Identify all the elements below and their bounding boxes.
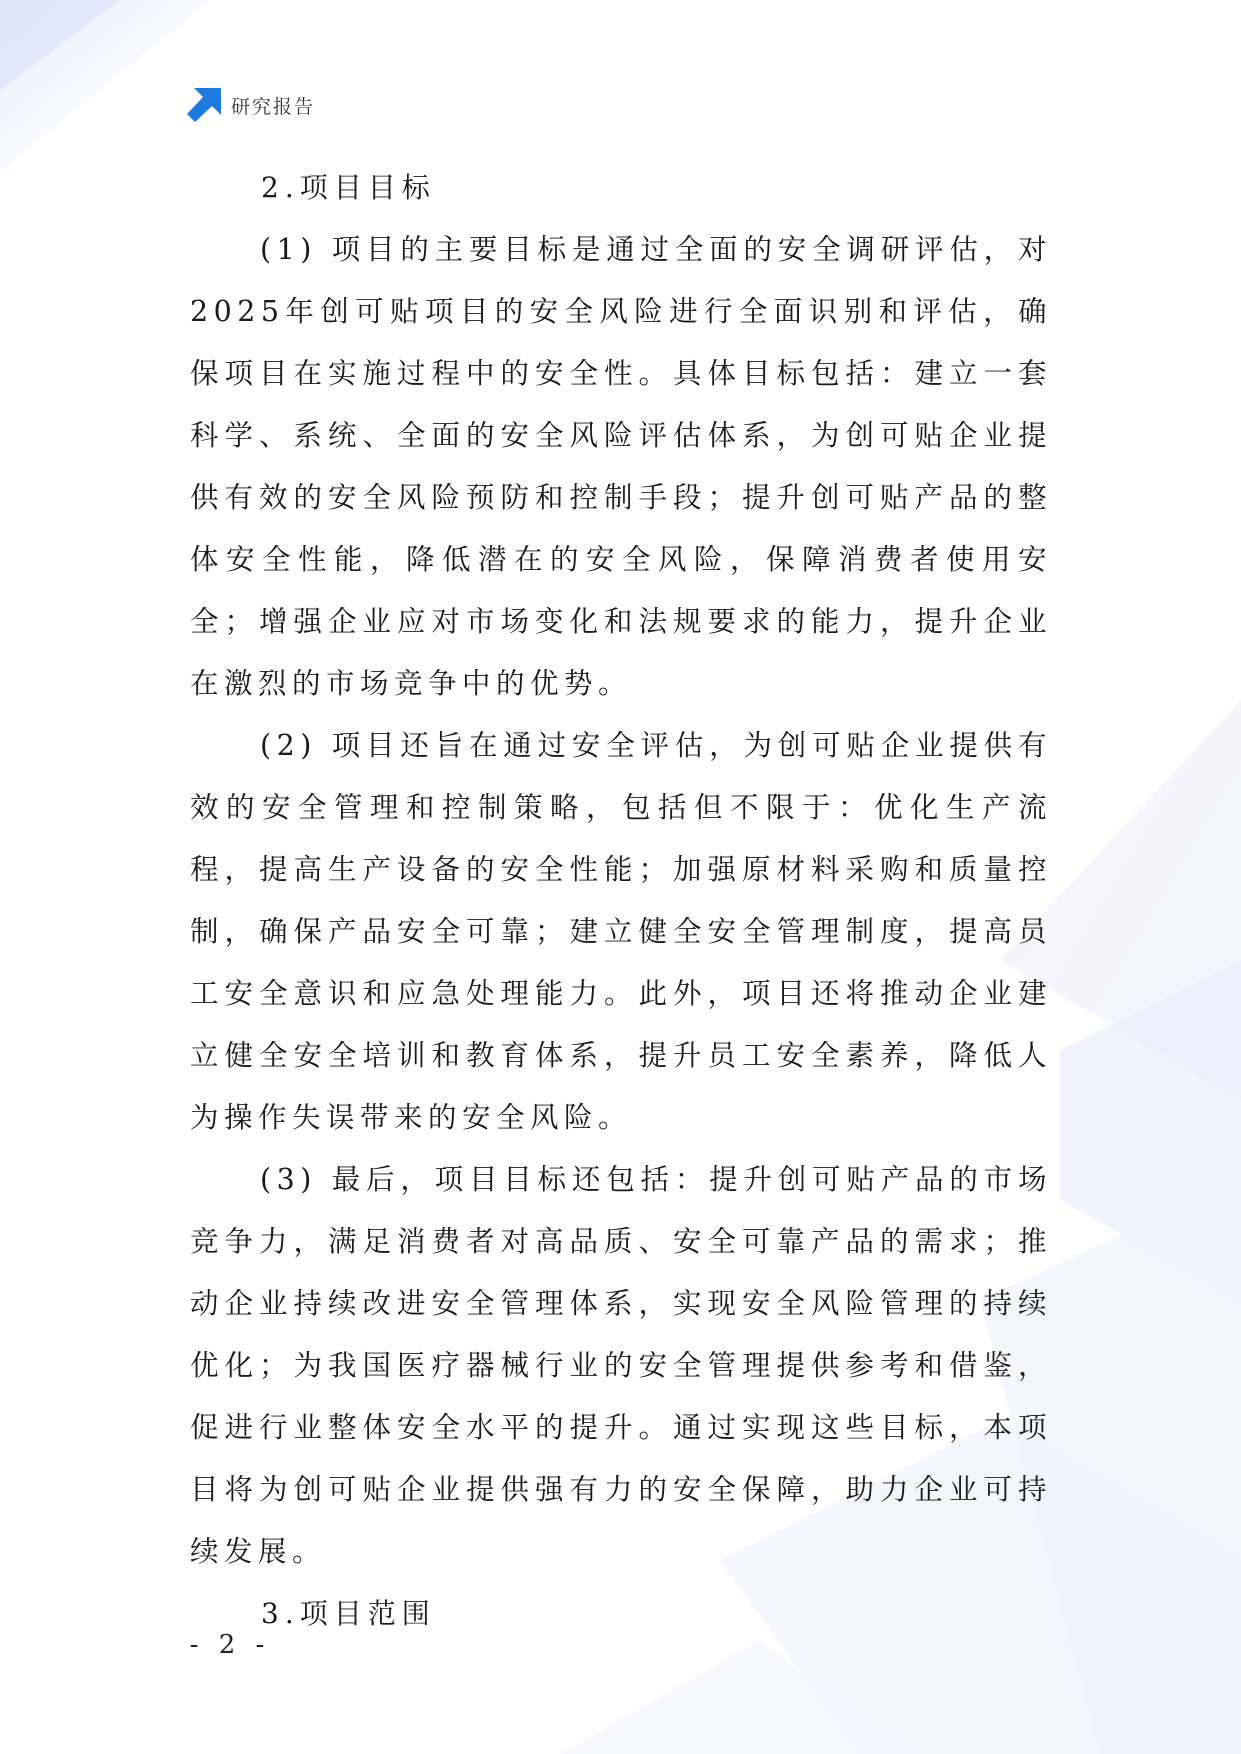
- report-header: [187, 88, 315, 122]
- page-number: - 2 -: [189, 1630, 271, 1660]
- paragraph-goal-2: (2) 项目还旨在通过安全评估，为创可贴企业提供有效的安全管理和控制策略，包括但不限于：优化生产流程，提高生产设备的安全性能；加强原材料采购和质量控制，确保产品安全可靠；建立健全安全管理制度，提高员工安全意识和应急处理能力。此外，项目还将推动企业建立健全安全培训和教育体系，提升员工安全素养，降低人为操作失误带来的安全风险。: [190, 729, 1052, 1134]
- arrow-up-right-icon: [187, 88, 221, 122]
- document-body: [190, 157, 1052, 1645]
- paragraph-goal-1: (1) 项目的主要目标是通过全面的安全调研评估，对2025年创可贴项目的安全风险进行全面识别和评估，确保项目在实施过程中的安全性。具体目标包括：建立一套科学、系统、全面的安全风险评估体系，为创可贴企业提供有效的安全风险预防和控制手段；提升创可贴产品的整体安全性能，降低潜在的安全风险，保障消费者使用安全；增强企业应对市场变化和法规要求的能力，提升企业在激烈的市场竞争中的优势。: [190, 233, 1052, 700]
- section-heading-scope: 3.项目范围: [261, 1597, 436, 1630]
- header-title: 研究报告: [231, 95, 316, 118]
- paragraph-goal-3: (3) 最后，项目目标还包括：提升创可贴产品的市场竞争力，满足消费者对高品质、安全可靠产品的需求；推动企业持续改进安全管理体系，实现安全风险管理的持续优化；为我国医疗器械行业的安全管理提供参考和借鉴，促进行业整体安全水平的提升。通过实现这些目标，本项目将为创可贴企业提供强有力的安全保障，助力企业可持续发展。: [190, 1163, 1052, 1568]
- section-heading-goals: 2.项目目标: [261, 171, 436, 204]
